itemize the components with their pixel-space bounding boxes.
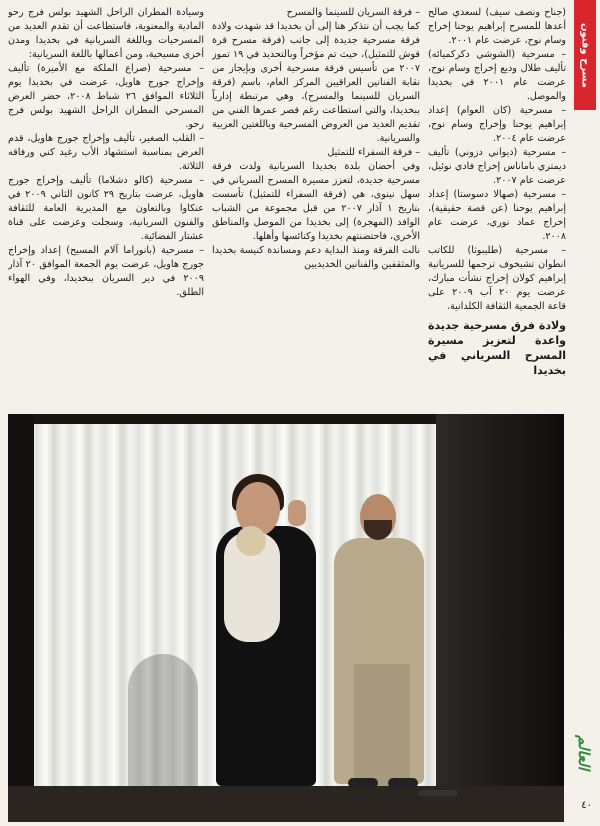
paragraph: – مسرحية (طليبوثا) للكاتب انطوان تشيخوف ترجمها للسريانية إبراهيم كولان إخراج نشأت مبارك، عرضت يوم ٢٠ آب ٢٠٠٩ على قاعة الجمعية الثقافة الكلدانية.	[428, 245, 566, 312]
stage-photo	[8, 414, 564, 822]
paragraph: – فرقة السفراء للتمثيل	[327, 147, 420, 158]
paragraph: – فرقة السريان للسينما والمسرح	[286, 7, 420, 18]
paragraph: – مسرحية (ديواني دزوني) تأليف ديمتري باماناس إخراج فادي نوئيل، عرضت عام ٢٠٠٧.	[428, 147, 566, 186]
actress-raised-hand	[288, 500, 306, 526]
paragraph: – القلب الصغير، تأليف وإخراج جورج هاويل، قدم العرض بمناسبة استشهاد الأب رغيد كني ورفاقه الثلاثة.	[8, 133, 204, 172]
stage-prop	[418, 790, 458, 796]
paragraph: نالت الفرقة ومنذ البداية دعم ومساندة كنيسة بخديدا والمثقفين والفنانين الخديديين	[212, 245, 420, 270]
paragraph: – مسرحية (كان العوام) إعداد إبراهيم يوحنا وإخراج وسام نوح، عرضت عام ٢٠٠٤.	[428, 105, 566, 144]
text-column-1	[428, 6, 566, 386]
magazine-logo-text: العالم	[575, 735, 593, 771]
dark-wing-left	[8, 414, 34, 822]
side-margin	[570, 0, 600, 826]
actor-legs	[354, 664, 410, 786]
text-column-3	[8, 6, 204, 386]
paragraph: (جناح ونصف سيف) لسعدي صالح أعدها للمسرح إبراهيم يوحنا إخراج وسام نوح، عرضت عام ٢٠٠١.	[428, 7, 566, 46]
paragraph: – مسرحية (صراع الملكة مع الأميرة) تأليف وإخراج جورج هاويل، عرضت في بخديدا يوم الثلاثاء الموافق ٢٦ شباط ٢٠٠٨، حضر العرض المسرحي المطران الراحل الشهيد بولس فرج رحو.	[8, 63, 204, 130]
actor-shadow	[128, 654, 198, 794]
paragraph: – مسرحية (صهالا دسوستا) إعداد إبراهيم يوحنا (عن قصة حقيقية)، إخراج عماد نوري، عرضت عام ٢٠٠٨.	[428, 189, 566, 242]
text-column-2	[212, 6, 420, 386]
paragraph: وسيادة المطران الراحل الشهيد بولس فرج رحو المادية والمعنوية، فاستطاعت أن تقدم العديد من المسرحيات وباللغة السريانية في بخديدا ومدن أخرى مسيحية، ومن أعمالها باللغة السريانية:	[8, 7, 204, 60]
baby-head	[236, 526, 266, 556]
paragraph: وفي أحضان بلدة بخديدا السريانية ولدت فرقة مسرحية جديدة، لتعزز مسيرة المسرح السرياني في سهل نينوى، هي (فرقة السفراء للتمثيل) تأسست بتاريخ ١ آذار ٢٠٠٧ من قبل مجموعة من الشباب الوافد (المهجرة) إلى بخديدا من الموصل والمناطق الأخرى، فاحتضنتهم بخديدا وكنائسها وأهلها.	[212, 161, 420, 242]
paragraph: – مسرحية (بانوراما آلام المسيح) إعداد وإخراج جورج هاويل، عرضت يوم الجمعة الموافق ٢٠ آذار ٢٠٠٩ في دير السريان ببخديدا، وفي الهواء الطلق.	[8, 245, 204, 298]
paragraph: – مسرحية (كالو دشلاما) تأليف وإخراج جورج هاويل، عرضت بتاريخ ٢٩ كانون الثاني ٢٠٠٩ في عنكاوا وبالتعاون مع المديرية العامة للثقافة والفنون السريانية، وسجلت وعرضت على قناة عشتار الفضائية.	[8, 175, 204, 242]
paragraph: كما يجب أن نتذكر هنا إلى أن بخديدا قد شهدت ولادة فرقة مسرحية جديدة إلى جانب (فرقة مسرح قرة قوش للتمثيل)، حيث تم مؤخراً وبالتحديد في ١٩ تموز ٢٠٠٧ من تأسيس فرقة مسرحية أخرى وبإيجاز من نقابة الفنانين العراقيين المركز العام، باسم (فرقة السريان للسينما والمسرح)، وهي مرتبطة إدارياً ببخديدا، والتي استطاعت رغم قصر عمرها الفني من تقديم العديد من العروض المسرحية وباللغتين العربية والسريانية.	[212, 21, 420, 144]
actor-shoe	[388, 778, 418, 788]
section-banner	[574, 0, 596, 110]
section-heading: ولادة فرق مسرحية جديدة واعدة لتعزيز مسيرة المسرح السرياني في بخديدا	[428, 319, 566, 377]
page-number: ٤٠	[581, 800, 592, 811]
dark-wing-right	[436, 414, 564, 822]
actor-shoe	[348, 778, 378, 788]
magazine-logo	[572, 728, 596, 778]
section-banner-label: مسرح وفنون	[579, 22, 591, 88]
paragraph: – مسرحية (الشوشي دكركميائه) تأليف طلال وديع إخراج وسام نوح، عرضت عام ٢٠٠١ في بخديدا والموصل.	[428, 49, 566, 102]
stage-floor	[8, 786, 564, 822]
